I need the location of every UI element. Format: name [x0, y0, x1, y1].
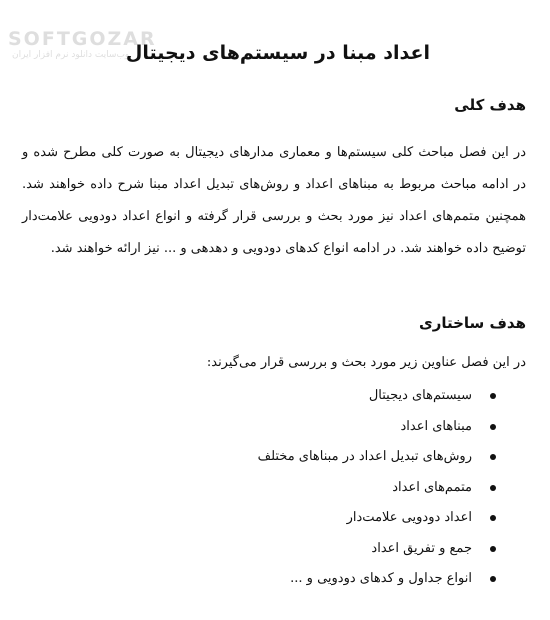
structure-intro: در این فصل عناوین زیر مورد بحث و بررسی قرار می‌گیرند:	[206, 355, 526, 370]
bullet-icon	[490, 454, 496, 460]
structure-heading: هدف ساختاری	[418, 314, 526, 332]
list-item	[258, 539, 498, 570]
bullet-icon	[490, 515, 496, 521]
list-item	[258, 569, 498, 600]
list-item-label: انواع جداول و کدهای دودویی و ...	[290, 571, 472, 586]
bullet-icon	[490, 424, 496, 430]
list-item-label: متمم‌های اعداد	[392, 479, 472, 495]
list-item-label: روش‌های تبدیل اعداد در مبناهای مختلف	[257, 449, 472, 464]
list-item	[258, 386, 498, 417]
list-item	[258, 478, 498, 509]
list-item	[258, 417, 498, 448]
list-item-label: اعداد دودویی علامت‌دار	[346, 510, 472, 525]
list-item	[258, 447, 498, 478]
bullet-icon	[490, 546, 496, 552]
list-item	[258, 508, 498, 539]
topic-list	[258, 386, 498, 600]
watermark-tagline: وب‌سایت دانلود نرم افزار ایران	[12, 50, 130, 60]
bullet-icon	[490, 485, 496, 491]
bullet-icon	[490, 393, 496, 399]
bullet-icon	[490, 576, 496, 582]
goal-paragraph: در این فصل مباحث کلی سیستم‌ها و معماری مدارهای دیجیتال به صورت کلی مطرح شده و در ادامه مباحث مربوط به مبناهای اعداد و روش‌های تبدیل اعداد مبنا شرح داده خواهند شد. همچنین متمم‌های اعداد نیز مورد بحث و بررسی قرار گرفته و انواع اعداد دودویی علامت‌دار توضیح داده خواهند شد. در ادامه انواع کدهای دودویی و دهدهی و ... نیز ارائه خواهند شد.	[22, 145, 526, 256]
chapter-title: اعداد مبنا در سیستم‌های دیجیتال	[125, 42, 430, 64]
list-item-label: مبناهای اعداد	[400, 418, 472, 434]
list-item-label: سیستم‌های دیجیتال	[368, 388, 472, 403]
goal-heading: هدف کلی	[454, 96, 526, 114]
list-item-label: جمع و تفریق اعداد	[371, 540, 472, 556]
watermark-brand: SOFTGOZAR	[8, 28, 157, 50]
